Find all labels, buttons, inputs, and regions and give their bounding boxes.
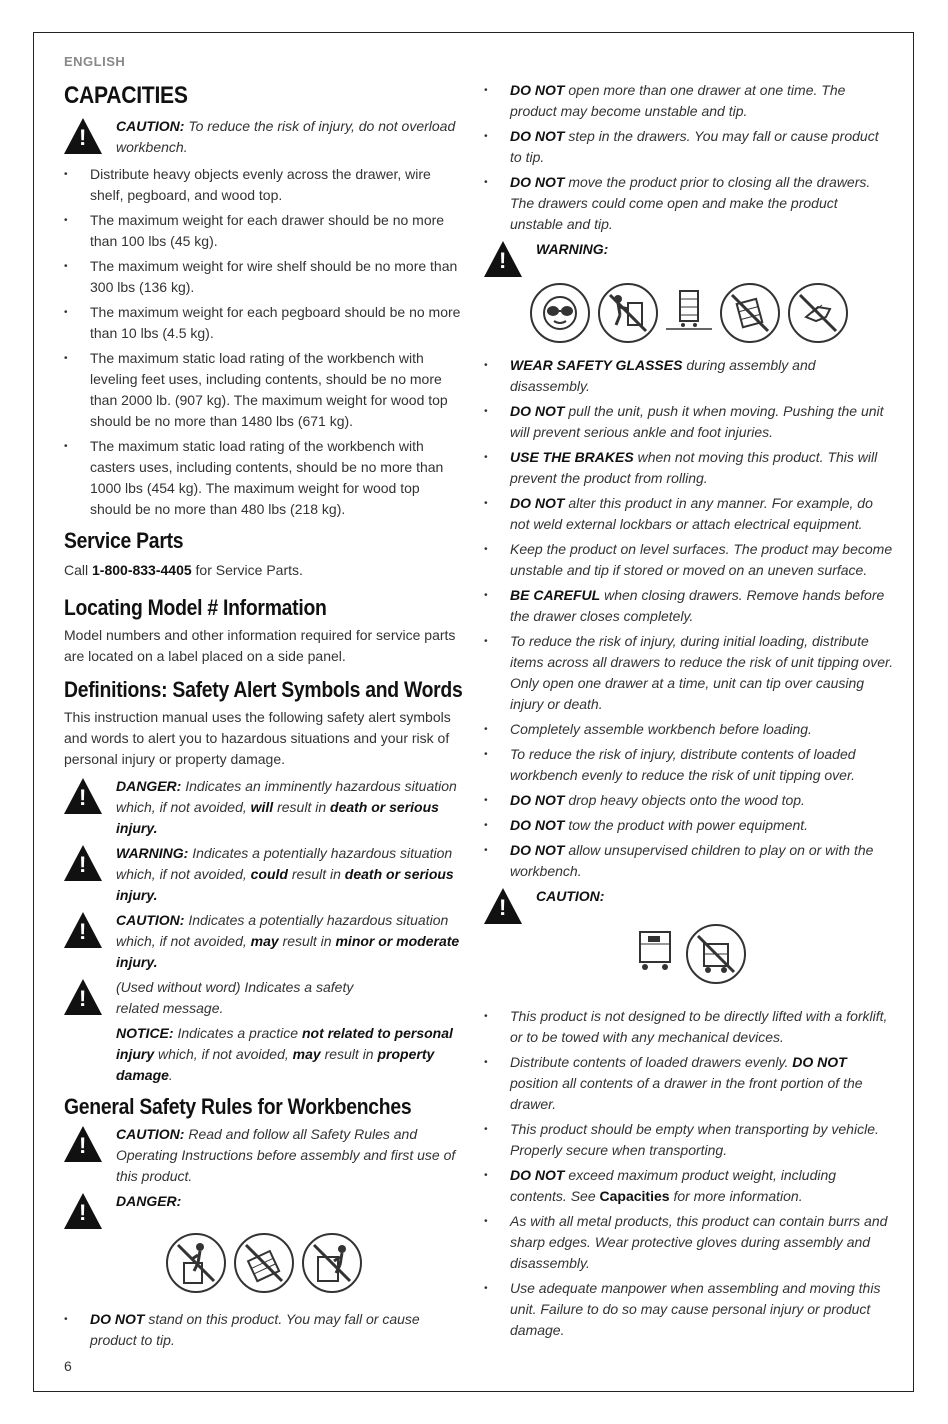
list-item: • This product should be empty when transporting by vehicle. Properly secure when transporting. [484,1119,894,1161]
list-item: • To reduce the risk of injury, during initial loading, distribute items across all drawers to reduce the risk of unit tipping over. Only open one drawer at a time, unit can tip over causing injury or death. [484,631,894,715]
warning-triangle-icon [64,979,102,1015]
right-list-bottom [484,1006,894,1341]
list-item: • The maximum weight for wire shelf should be no more than 300 lbs (136 kg). [64,256,464,298]
right-warning: ! WARNING: [484,239,894,269]
list-item: • DO NOT move the product prior to closing all the drawers. The drawers could come open and make the product unstable and tip. [484,172,894,235]
danger-pictograms [64,1233,464,1293]
no-tipping-icon [234,1233,294,1293]
general-caution: ! CAUTION: Read and follow all Safety Rules and Operating Instructions before assembly and first use of this product. [64,1124,464,1187]
list-item: • Completely assemble workbench before loading. [484,719,894,740]
capacities-heading: CAPACITIES [64,82,188,109]
safety-glasses-icon [530,283,590,343]
list-item: • DO NOT alter this product in any manner. For example, do not weld external lockbars or attach electrical equipment. [484,493,894,535]
caution-pictograms [484,924,894,984]
no-climbing-icon [302,1233,362,1293]
warning-triangle-icon [64,845,102,881]
warning-definition: ! WARNING: Indicates a potentially hazardous situation which, if not avoided, could result in death or serious injury. [64,843,464,906]
workbench-cart-icon [632,924,678,974]
warning-triangle-icon [64,1193,102,1229]
service-phone: 1-800-833-4405 [92,562,192,578]
model-info-heading: Locating Model # Information [64,595,327,620]
list-item: • As with all metal products, this product can contain burrs and sharp edges. Wear protective gloves during assembly and disassembly. [484,1211,894,1274]
right-caution: ! CAUTION: [484,886,894,916]
list-item: • DO NOT step in the drawers. You may fall or cause product to tip. [484,126,894,168]
warning-triangle-icon [64,1126,102,1162]
no-pulling-icon [598,283,658,343]
list-item: • DO NOT tow the product with power equipment. [484,815,894,836]
left-column [64,82,464,1355]
capacities-caution: ! CAUTION: To reduce the risk of injury, do not overload workbench. [64,116,464,158]
right-column [484,80,894,1345]
capacities-reference: Capacities [599,1188,670,1204]
workbench-brake-icon [666,283,712,333]
list-item: • The maximum static load rating of the workbench with leveling feet uses, including contents, should be no more than 2000 lb. (907 kg). The maximum weight for wood top should be no more than 1480 lbs (671 kg). [64,348,464,432]
list-item: • Use adequate manpower when assembling and moving this unit. Failure to do so may cause personal injury or product damage. [484,1278,894,1341]
list-item: • DO NOT open more than one drawer at one time. The product may become unstable and tip. [484,80,894,122]
model-info-text: Model numbers and other information required for service parts are located on a label placed on a side panel. [64,627,456,664]
warning-triangle-icon [64,118,102,154]
page-number: 6 [64,1358,72,1374]
language-label: ENGLISH [64,54,126,69]
caution-definition: ! CAUTION: Indicates a potentially hazardous situation which, if not avoided, may result in minor or moderate injury. [64,910,464,973]
service-parts-heading: Service Parts [64,528,184,553]
definitions-intro: This instruction manual uses the following safety alert symbols and words to alert you to hazardous situations and your risk of personal injury or property damage. [64,709,451,767]
no-hand-pinch-icon [788,283,848,343]
warning-triangle-icon [64,912,102,948]
no-forklift-icon [686,924,746,984]
no-standing-on-product-icon [166,1233,226,1293]
list-item: • DO NOT pull the unit, push it when moving. Pushing the unit will prevent serious ankle and foot injuries. [484,401,894,443]
warning-triangle-icon [484,241,522,277]
capacities-list [64,164,464,520]
warning-pictograms [484,283,894,343]
warning-triangle-icon [484,888,522,924]
list-item: • This product is not designed to be directly lifted with a forklift, or to be towed with any mechanical devices. [484,1006,894,1048]
warning-triangle-icon [64,778,102,814]
general-safety-heading: General Safety Rules for Workbenches [64,1094,412,1119]
list-item: • WEAR SAFETY GLASSES during assembly and disassembly. [484,355,894,397]
list-item: • DO NOT allow unsupervised children to play on or with the workbench. [484,840,894,882]
right-list-mid [484,355,894,882]
general-danger: ! DANGER: [64,1191,464,1219]
list-item: • Keep the product on level surfaces. The product may become unstable and tip if stored or moved on an uneven surface. [484,539,894,581]
right-list-top [484,80,894,235]
list-item: • DO NOT exceed maximum product weight, including contents. See Capacities for more information. [484,1165,894,1207]
list-item: • The maximum static load rating of the workbench with casters uses, including contents, should be no more than 1000 lbs (454 kg). The maximum weight for wood top should be no more than 480 lbs (218 kg). [64,436,464,520]
danger-definition: ! DANGER: Indicates an imminently hazardous situation which, if not avoided, will result in death or serious injury. [64,776,464,839]
notice-definition: NOTICE: Indicates a practice not related to personal injury which, if not avoided, may result in property damage. [116,1025,453,1083]
general-list [64,1309,464,1351]
no-rolling-icon [720,283,780,343]
list-item: • DO NOT drop heavy objects onto the wood top. [484,790,894,811]
list-item: • USE THE BRAKES when not moving this product. This will prevent the product from rolling. [484,447,894,489]
service-parts-text: Call 1-800-833-4405 for Service Parts. [64,562,303,578]
list-item: • The maximum weight for each pegboard should be no more than 10 lbs (4.5 kg). [64,302,464,344]
list-item: • Distribute contents of loaded drawers evenly. DO NOT position all contents of a drawer in the front portion of the drawer. [484,1052,894,1115]
list-item: • BE CAREFUL when closing drawers. Remove hands before the drawer closes completely. [484,585,894,627]
list-item: • The maximum weight for each drawer should be no more than 100 lbs (45 kg). [64,210,464,252]
list-item: • Distribute heavy objects evenly across the drawer, wire shelf, pegboard, and wood top. [64,164,464,206]
safety-symbol-definition: ! (Used without word) Indicates a safety related message. [64,977,464,1019]
definitions-heading: Definitions: Safety Alert Symbols and Words [64,677,463,702]
list-item: • DO NOT stand on this product. You may fall or cause product to tip. [64,1309,464,1351]
list-item: • To reduce the risk of injury, distribute contents of loaded workbench evenly to reduce the risk of unit tipping over. [484,744,894,786]
